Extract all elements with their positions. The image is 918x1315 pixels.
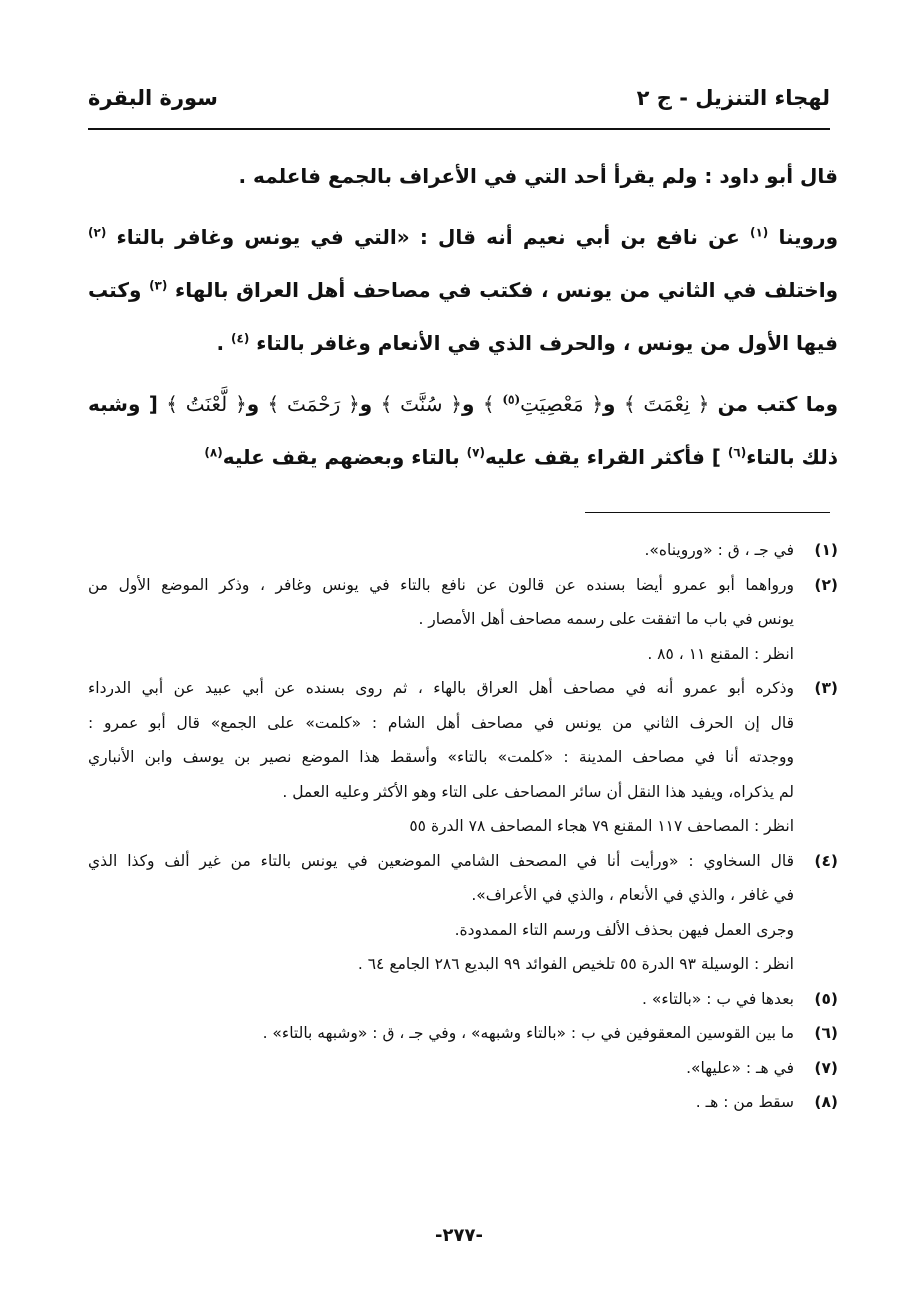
conjunction-3: و	[359, 392, 373, 416]
p3-text-2: [ وشبه ذلك بالتاء	[88, 392, 838, 469]
footnote-number: (٦)	[814, 1024, 838, 1042]
footnote-line: انظر : الوسيلة ٩٣ الدرة ٥٥ تلخيص الفوائد ٩٩ البديع ٢٨٦ الجامع ٦٤ .	[357, 955, 794, 973]
main-text	[88, 150, 838, 492]
footnote-line: ورواهما أبو عمرو أيضا بسنده عن قالون عن نافع بالتاء في يونس وغافر ، وذكر الموضع الأول من	[88, 575, 794, 594]
footnote-line: انظر : المقنع ١١ ، ٨٥ .	[647, 644, 794, 663]
footnote-line: وجرى العمل فيهن بحذف الألف ورسم التاء الممدودة.	[454, 920, 794, 939]
footnote-ref-6: (٦)	[727, 445, 747, 460]
paragraph-2	[88, 211, 838, 370]
footnote-line: بعدها في ب : «بالتاء» .	[642, 989, 794, 1008]
quran-word-5: ﴿ لَّعْنَتُ ﴾	[166, 392, 247, 416]
paragraph-1: قال أبو داود : ولم يقرأ أحد التي في الأعراف بالجمع فاعلمه .	[238, 164, 838, 188]
footnote-ref-1: (١)	[749, 225, 769, 240]
footnote-4	[88, 844, 838, 982]
footnotes	[88, 533, 838, 1120]
ornament-open-5: ﴿	[235, 392, 247, 416]
footnote-line: وذكره أبو عمرو أنه في مصاحف أهل العراق بالهاء ، ثم روى بسنده عن أبي عبيد عن أبي الدرداء	[88, 679, 794, 697]
quran-word-2: ﴿ مَعْصِيَتِ$^{(٥)}$ ﴾	[482, 392, 604, 416]
paragraph-3	[88, 378, 838, 484]
footnote-line: يونس في باب ما اتفقت على رسمه مصاحف أهل الأمصار .	[418, 610, 794, 628]
footnote-line: في هـ : «عليها».	[686, 1058, 794, 1077]
ornament-open-1: ﴿	[697, 392, 710, 416]
footnote-7	[88, 1051, 838, 1086]
footnote-number: (٣)	[814, 679, 838, 697]
footnote-5	[88, 982, 838, 1017]
footnote-line: ووجدته أنا في مصاحف المدينة : «كلمت» بالتاء» وأسقط هذا الموضع نصير بن يوسف وابن الأنباري	[88, 748, 794, 766]
ornament-close-3: ﴾	[380, 392, 393, 416]
footnote-line: انظر : المصاحف ١١٧ المقنع ٧٩ هجاء المصاحف ٧٨ الدرة ٥٥	[409, 817, 794, 835]
footnote-ref-3: (٣)	[149, 278, 168, 293]
conjunction-4: و	[246, 392, 260, 416]
p2-text-4: وكتب فيها الأول من يونس ، والحرف الذي في الأنعام وغافر بالتاء	[88, 278, 838, 355]
footnote-line: ما بين القوسين المعقوفين في ب : «بالتاء وشبهه» ، وفي جـ ، ق : «وشبهه بالتاء» .	[262, 1024, 794, 1042]
ornament-close-2: ﴾	[482, 392, 495, 416]
header-divider	[88, 128, 830, 130]
footnote-ref-2: (٢)	[88, 225, 107, 240]
p3-text-3: ] فأكثر القراء يقف عليه	[484, 445, 721, 469]
footnote-ref-5: (٥)	[502, 392, 521, 407]
ornament-open-4: ﴿	[348, 392, 360, 416]
quran-word-3: ﴿ سُنَّتَ ﴾	[380, 392, 463, 416]
ornament-close-5: ﴾	[166, 392, 179, 416]
footnote-8	[88, 1085, 838, 1120]
quran-word-1: ﴿ نِعْمَتَ ﴾	[623, 392, 710, 416]
footnote-divider	[585, 512, 830, 513]
quran-word-4: ﴿ رَحْمَتَ ﴾	[267, 392, 360, 416]
p3-text-1: وما كتب من	[717, 392, 839, 416]
footnote-number: (١)	[814, 541, 838, 559]
conjunction-1: و	[603, 392, 616, 416]
ornament-open-3: ﴿	[450, 392, 463, 416]
p2-text-3: واختلف في الثاني من يونس ، فكتب في مصاحف أهل العراق بالهاء	[175, 278, 838, 302]
ornament-open-2: ﴿	[591, 392, 604, 416]
running-head	[88, 82, 830, 122]
footnote-ref-8: (٨)	[204, 445, 223, 460]
page-number: -٢٧٧-	[435, 1225, 483, 1246]
ornament-close-1: ﴾	[623, 392, 636, 416]
footnote-1	[88, 533, 838, 568]
footnote-ref-7: (٧)	[466, 445, 485, 460]
footnote-line: في غافر ، والذي في الأنعام ، والذي في الأعراف».	[471, 886, 794, 904]
footnote-line: قال إن الحرف الثاني من يونس في مصاحف أهل الشام : «كلمت» على الجمع» قال أبو عمرو :	[88, 713, 794, 732]
footnote-6	[88, 1016, 838, 1051]
ornament-close-4: ﴾	[267, 392, 280, 416]
footnote-number: (٥)	[814, 989, 838, 1008]
footnote-line: سقط من : هـ .	[695, 1093, 794, 1111]
footnote-number: (٤)	[814, 851, 838, 870]
footnote-number: (٢)	[814, 575, 838, 594]
footnote-line: في جـ ، ق : «ورويناه».	[644, 541, 794, 559]
footnote-number: (٧)	[814, 1058, 838, 1077]
p3-text-4: بالتاء وبعضهم يقف عليه	[222, 445, 460, 469]
footnote-2	[88, 568, 838, 672]
p2-text-2: عن نافع بن أبي نعيم أنه قال : «التي في يونس وغافر بالتاء	[116, 225, 740, 249]
surah-title: سورة البقرة	[88, 86, 218, 110]
footnote-line: لم يذكراه، ويفيد هذا النقل أن سائر المصاحف على التاء وهو الأكثر وعليه العمل .	[282, 782, 794, 801]
p2-text-5: .	[216, 331, 225, 355]
footnote-ref-4: (٤)	[231, 331, 250, 346]
conjunction-2: و	[462, 392, 475, 416]
footnote-number: (٨)	[814, 1093, 838, 1111]
book-title: لهجاء التنزيل - ج ٢	[636, 86, 830, 110]
footnote-line: قال السخاوي : «ورأيت أنا في المصحف الشامي الموضعين في يونس بالتاء من غير ألف وكذا الذي	[88, 851, 794, 870]
p2-text-1: وروينا	[778, 225, 838, 249]
footnote-3	[88, 671, 838, 844]
